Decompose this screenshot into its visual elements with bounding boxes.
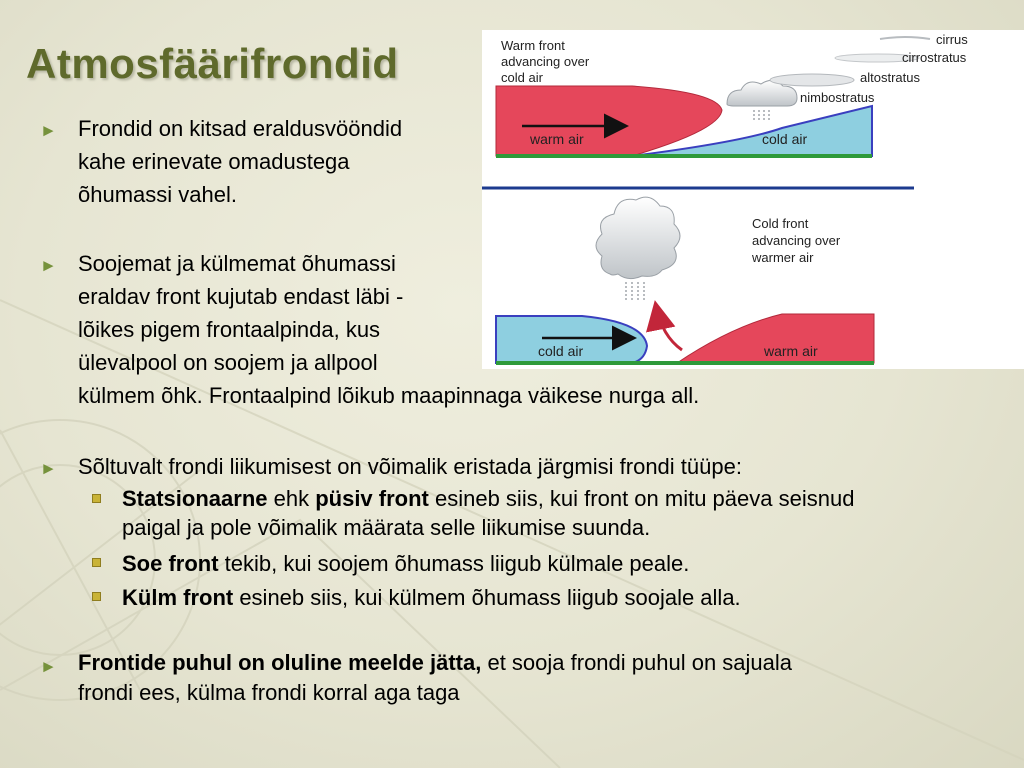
rain-streaks-icon bbox=[754, 110, 769, 122]
warm-front-warm-air-label: warm air bbox=[530, 131, 584, 147]
rain-streaks-icon bbox=[626, 282, 644, 302]
fronts-diagram bbox=[482, 30, 1024, 369]
bullet-arrow-icon: ► bbox=[40, 459, 57, 478]
cold-front-warm-air-label: warm air bbox=[764, 343, 818, 359]
stationary-front-term: Statsionaarne bbox=[122, 486, 268, 511]
cold-front-title-line-2: advancing over bbox=[752, 233, 841, 248]
warm-front-desc: tekib, kui soojem õhumass liigub külmale peale. bbox=[218, 551, 690, 576]
bullet-arrow-icon: ► bbox=[40, 121, 57, 140]
warm-front-cold-air-label: cold air bbox=[762, 131, 808, 147]
bullet-arrow-icon: ► bbox=[40, 657, 57, 676]
paragraph-1-line-1: Frondid on kitsad eraldusvööndid bbox=[78, 116, 403, 141]
warm-front-title-line-3: cold air bbox=[501, 70, 543, 85]
cumulonimbus-cloud-icon bbox=[596, 197, 680, 278]
sub-item-cold-front bbox=[122, 581, 741, 614]
persistent-front-term: püsiv front bbox=[315, 486, 429, 511]
paragraph-1 bbox=[78, 112, 402, 211]
square-bullet-icon bbox=[92, 494, 101, 503]
paragraph-2-line-3: lõikes pigem frontaalpinda, kus bbox=[78, 317, 381, 342]
stationary-front-desc-1: esineb siis, kui front on mitu päeva seisnud bbox=[428, 486, 855, 511]
stationary-front-desc-2: paigal ja pole võimalik määrata selle liikumise suunda. bbox=[122, 515, 651, 540]
paragraph-2-line-4: ülevalpool on soojem ja allpool bbox=[78, 350, 378, 375]
altostratus-label: altostratus bbox=[860, 70, 920, 85]
fronts-diagram-svg bbox=[482, 30, 1024, 369]
paragraph-4-text-1: et sooja frondi puhul on sajuala bbox=[481, 650, 793, 675]
cirrus-label: cirrus bbox=[936, 32, 968, 47]
warm-front-term: Soe front bbox=[122, 551, 219, 576]
nimbostratus-label: nimbostratus bbox=[800, 90, 875, 105]
paragraph-3: Sõltuvalt frondi liikumisest on võimalik eristada järgmisi frondi tüüpe: bbox=[78, 454, 742, 479]
sub-item-warm-front bbox=[122, 547, 689, 580]
cold-front-panel bbox=[496, 197, 874, 363]
paragraph-2-line-2: eraldav front kujutab endast läbi - bbox=[78, 284, 404, 309]
cold-front-term: Külm front bbox=[122, 585, 234, 610]
bullet-arrow-icon: ► bbox=[40, 256, 57, 275]
paragraph-2-line-1: Soojemat ja külmemat õhumassi bbox=[78, 251, 396, 276]
cold-front-cold-air-label: cold air bbox=[538, 343, 584, 359]
cold-front-title-line-3: warmer air bbox=[752, 250, 814, 265]
cirrostratus-label: cirrostratus bbox=[902, 50, 967, 65]
stationary-front-or: ehk bbox=[267, 486, 316, 511]
rising-air-arrow-icon bbox=[656, 306, 682, 350]
warm-front-title-line-1: Warm front bbox=[501, 38, 565, 53]
paragraph-4 bbox=[78, 648, 792, 708]
altostratus-cloud-icon bbox=[770, 74, 854, 86]
square-bullet-icon bbox=[92, 558, 101, 567]
square-bullet-icon bbox=[92, 592, 101, 601]
sub-item-stationary-front bbox=[122, 484, 854, 542]
paragraph-1-line-3: õhumassi vahel. bbox=[78, 182, 237, 207]
paragraph-1-line-2: kahe erinevate omadustega bbox=[78, 149, 350, 174]
paragraph-2-line-5: külmem õhk. Frontaalpind lõikub maapinnaga väikese nurga all. bbox=[78, 383, 700, 408]
paragraph-4-emphasis: Frontide puhul on oluline meelde jätta, bbox=[78, 650, 482, 675]
warm-front-title-line-2: advancing over bbox=[501, 54, 590, 69]
cirrus-cloud-icon bbox=[880, 37, 930, 39]
slide-title: Atmosfäärifrondid bbox=[26, 40, 399, 87]
paragraph-4-text-2: frondi ees, külma frondi korral aga taga bbox=[78, 680, 460, 705]
cold-front-desc: esineb siis, kui külmem õhumass liigub soojale alla. bbox=[233, 585, 741, 610]
cold-front-title-line-1: Cold front bbox=[752, 216, 809, 231]
warm-front-panel bbox=[496, 32, 968, 156]
